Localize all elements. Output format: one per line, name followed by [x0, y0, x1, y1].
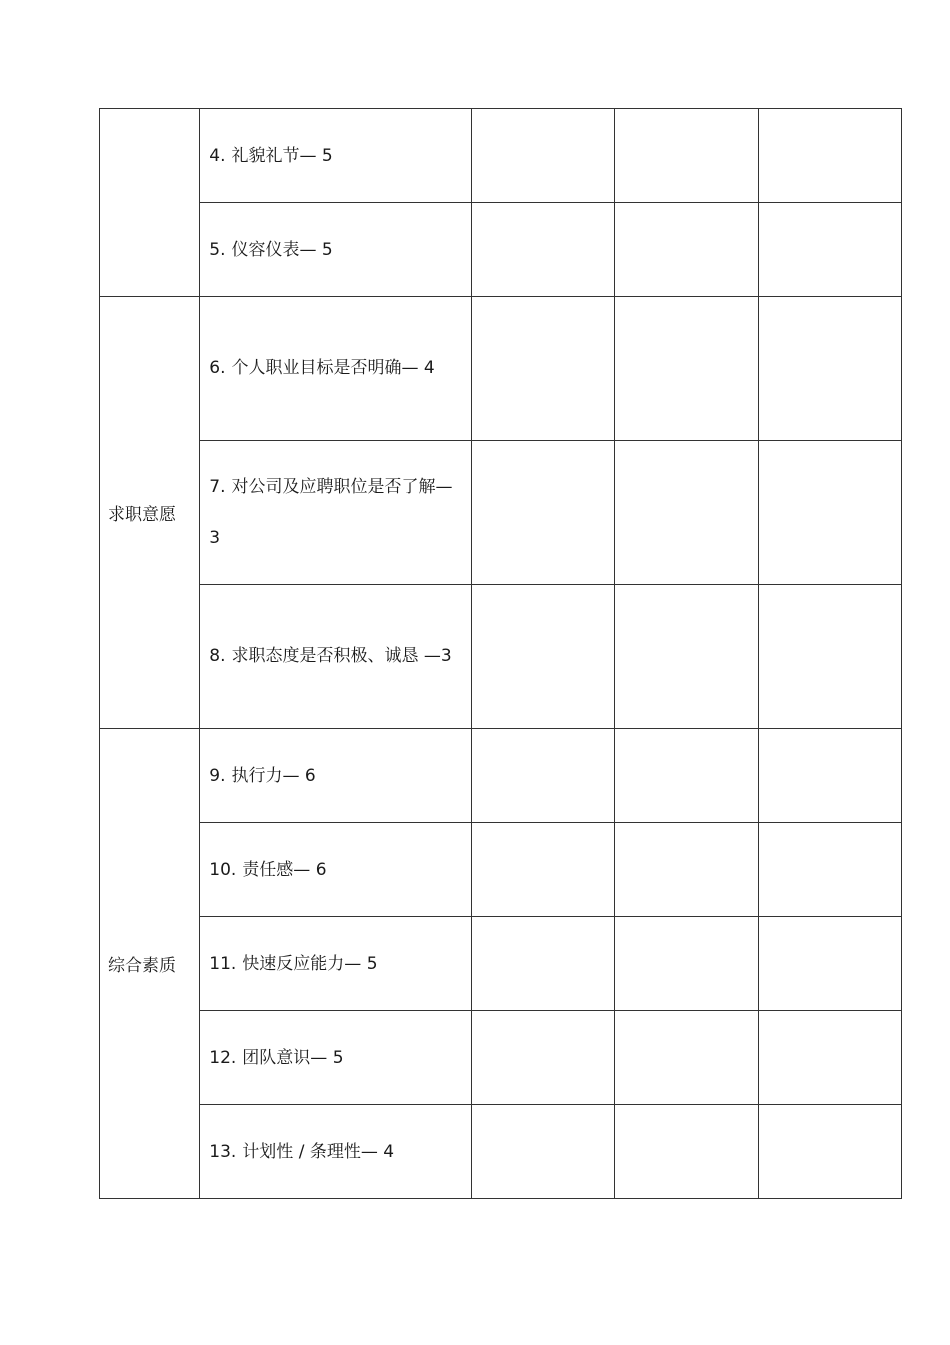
- criterion-cell: [200, 585, 472, 729]
- criterion-cell: [200, 823, 472, 917]
- score-cell[interactable]: [615, 917, 758, 1011]
- criterion-cell: [200, 1011, 472, 1105]
- score-cell[interactable]: [471, 1011, 614, 1105]
- criterion-label: 仪容仪表— 5: [231, 239, 333, 260]
- criterion-label: 执行力— 6: [231, 765, 316, 786]
- criterion-text: [209, 952, 463, 976]
- criterion-number: 5.: [209, 239, 226, 260]
- score-cell[interactable]: [471, 585, 614, 729]
- score-cell[interactable]: [758, 585, 901, 729]
- table-row: [100, 1105, 902, 1199]
- criterion-label: 快速反应能力— 5: [242, 953, 378, 974]
- criterion-cell: [200, 917, 472, 1011]
- score-cell[interactable]: [471, 109, 614, 203]
- criterion-cell: [200, 109, 472, 203]
- score-cell[interactable]: [615, 1011, 758, 1105]
- criterion-label: 责任感— 6: [242, 859, 327, 880]
- criterion-label: 求职态度是否积极、诚恳 —3: [231, 646, 452, 666]
- criterion-text: [209, 1140, 463, 1164]
- criterion-cell: [200, 729, 472, 823]
- criterion-cell: [200, 203, 472, 297]
- score-cell[interactable]: [615, 441, 758, 585]
- table-row: [100, 109, 902, 203]
- criterion-label: 计划性 / 条理性— 4: [242, 1141, 395, 1162]
- criterion-cell: [200, 297, 472, 441]
- criterion-number: 13.: [209, 1141, 237, 1162]
- criterion-number: 6.: [209, 358, 226, 378]
- score-cell[interactable]: [471, 1105, 614, 1199]
- criterion-label: 个人职业目标是否明确— 4: [231, 358, 435, 378]
- table-row: [100, 297, 902, 441]
- criterion-text: [209, 343, 463, 394]
- score-cell[interactable]: [471, 729, 614, 823]
- criterion-number: 8.: [209, 646, 226, 666]
- criterion-number: 11.: [209, 953, 237, 974]
- category-cell: 综合素质: [100, 729, 200, 1199]
- criterion-number: 12.: [209, 1047, 237, 1068]
- table-row: [100, 203, 902, 297]
- criterion-text: [209, 858, 463, 882]
- score-cell[interactable]: [471, 203, 614, 297]
- score-cell[interactable]: [758, 203, 901, 297]
- score-cell[interactable]: [615, 823, 758, 917]
- score-cell[interactable]: [758, 917, 901, 1011]
- score-cell[interactable]: [615, 585, 758, 729]
- score-cell[interactable]: [758, 823, 901, 917]
- criterion-text: [209, 631, 463, 682]
- score-cell[interactable]: [758, 297, 901, 441]
- score-cell[interactable]: [471, 297, 614, 441]
- criterion-label: 对公司及应聘职位是否了解— 3: [209, 476, 453, 548]
- score-cell[interactable]: [471, 917, 614, 1011]
- criterion-text: [209, 238, 463, 262]
- score-cell[interactable]: [615, 729, 758, 823]
- criterion-label: 团队意识— 5: [242, 1047, 344, 1068]
- table-row: [100, 441, 902, 585]
- score-cell[interactable]: [471, 441, 614, 585]
- evaluation-table: [99, 108, 902, 1199]
- criterion-number: 7.: [209, 476, 226, 497]
- criterion-cell: [200, 441, 472, 585]
- criterion-number: 10.: [209, 859, 237, 880]
- criterion-number: 4.: [209, 145, 226, 166]
- score-cell[interactable]: [471, 823, 614, 917]
- table-row: [100, 823, 902, 917]
- score-cell[interactable]: [758, 441, 901, 585]
- criterion-cell: [200, 1105, 472, 1199]
- criterion-text: [209, 144, 463, 168]
- criterion-label: 礼貌礼节— 5: [231, 145, 333, 166]
- score-cell[interactable]: [758, 1105, 901, 1199]
- criterion-text: [209, 764, 463, 788]
- criterion-text: [209, 462, 463, 564]
- score-cell[interactable]: [615, 1105, 758, 1199]
- criterion-number: 9.: [209, 765, 226, 786]
- score-cell[interactable]: [758, 1011, 901, 1105]
- score-cell[interactable]: [758, 729, 901, 823]
- score-cell[interactable]: [615, 203, 758, 297]
- table-row: [100, 585, 902, 729]
- score-cell[interactable]: [615, 297, 758, 441]
- table-row: [100, 1011, 902, 1105]
- table-row: [100, 729, 902, 823]
- score-cell[interactable]: [758, 109, 901, 203]
- score-cell[interactable]: [615, 109, 758, 203]
- table-row: [100, 917, 902, 1011]
- category-cell: [100, 109, 200, 297]
- criterion-text: [209, 1046, 463, 1070]
- category-cell: 求职意愿: [100, 297, 200, 729]
